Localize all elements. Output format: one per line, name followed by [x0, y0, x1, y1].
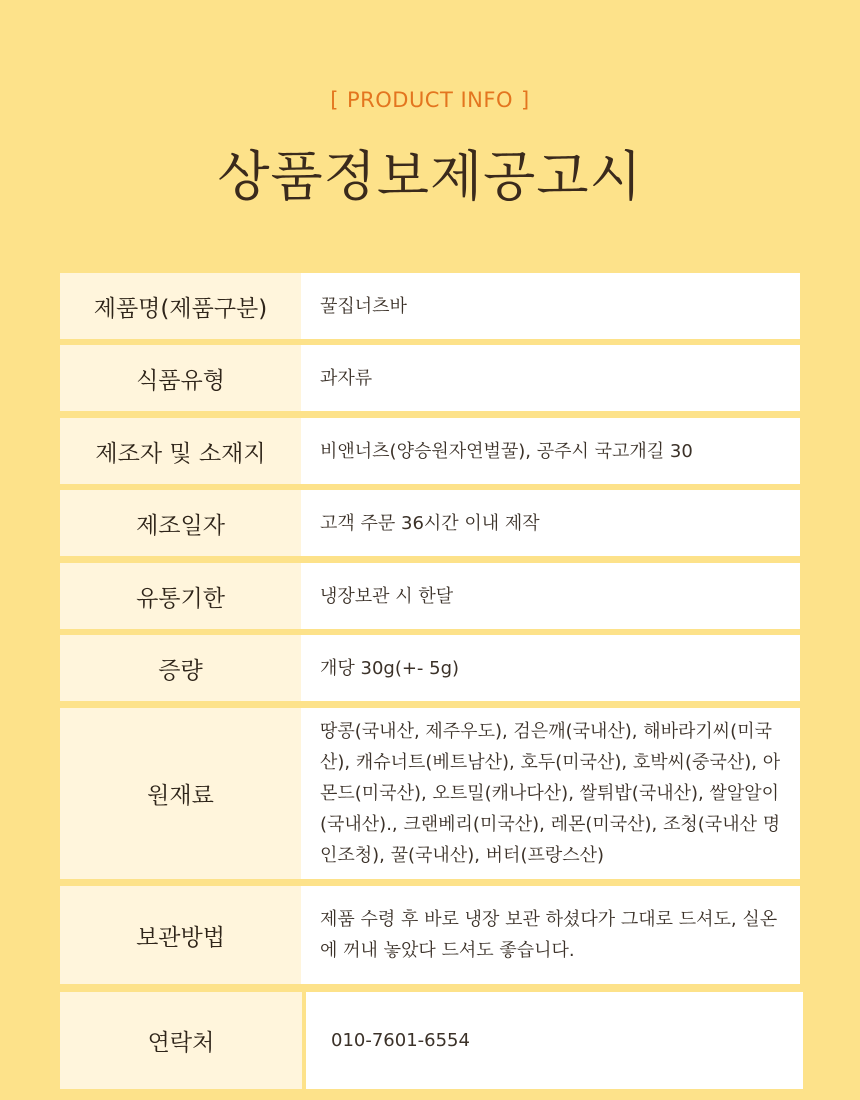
row-label: 보관방법	[60, 886, 301, 984]
info-row-storage	[60, 886, 800, 984]
row-label: 증량	[60, 635, 301, 701]
row-value: 개당 30g(+- 5g)	[301, 635, 800, 701]
row-label: 식품유형	[60, 345, 301, 411]
product-info-eyebrow	[0, 88, 860, 112]
eyebrow-text: PRODUCT INFO	[346, 88, 513, 112]
row-label: 연락처	[60, 992, 302, 1089]
row-value: 과자류	[301, 345, 800, 411]
row-value: 010-7601-6554	[306, 992, 803, 1089]
info-row-product-name	[60, 273, 800, 339]
info-row-ingredients	[60, 708, 800, 879]
info-row-food-type	[60, 345, 800, 411]
eyebrow-open-bracket: [	[330, 88, 339, 112]
row-value: 땅콩(국내산, 제주우도), 검은깨(국내산), 해바라기씨(미국산), 캐슈너트(베트남산), 호두(미국산), 호박씨(중국산), 아몬드(미국산), 오트밀(캐나다산), 쌀튀밥(국내산), 쌀알알이(국내산)., 크랜베리(미국산), 레몬(미국산), 조청(국내산 명인조청), 꿀(국내산), 버터(프랑스산)	[301, 708, 800, 879]
info-row-expiration	[60, 563, 800, 629]
row-label: 제조일자	[60, 490, 301, 556]
row-label: 제조자 및 소재지	[60, 418, 301, 484]
eyebrow-close-bracket: ]	[521, 88, 530, 112]
info-row-weight	[60, 635, 800, 701]
info-row-contact	[60, 992, 803, 1089]
row-label: 원재료	[60, 708, 301, 879]
info-row-manufacture-date	[60, 490, 800, 556]
page-title: 상품정보제공고시	[217, 145, 643, 208]
info-row-manufacturer	[60, 418, 800, 484]
row-value: 꿀집너츠바	[301, 273, 800, 339]
row-value: 비앤너츠(양승원자연벌꿀), 공주시 국고개길 30	[301, 418, 800, 484]
row-value: 제품 수령 후 바로 냉장 보관 하셨다가 그대로 드셔도, 실온에 꺼내 놓았다 드셔도 좋습니다.	[301, 886, 800, 984]
row-value: 냉장보관 시 한달	[301, 563, 800, 629]
row-value: 고객 주문 36시간 이내 제작	[301, 490, 800, 556]
row-label: 제품명(제품구분)	[60, 273, 301, 339]
row-label: 유통기한	[60, 563, 301, 629]
